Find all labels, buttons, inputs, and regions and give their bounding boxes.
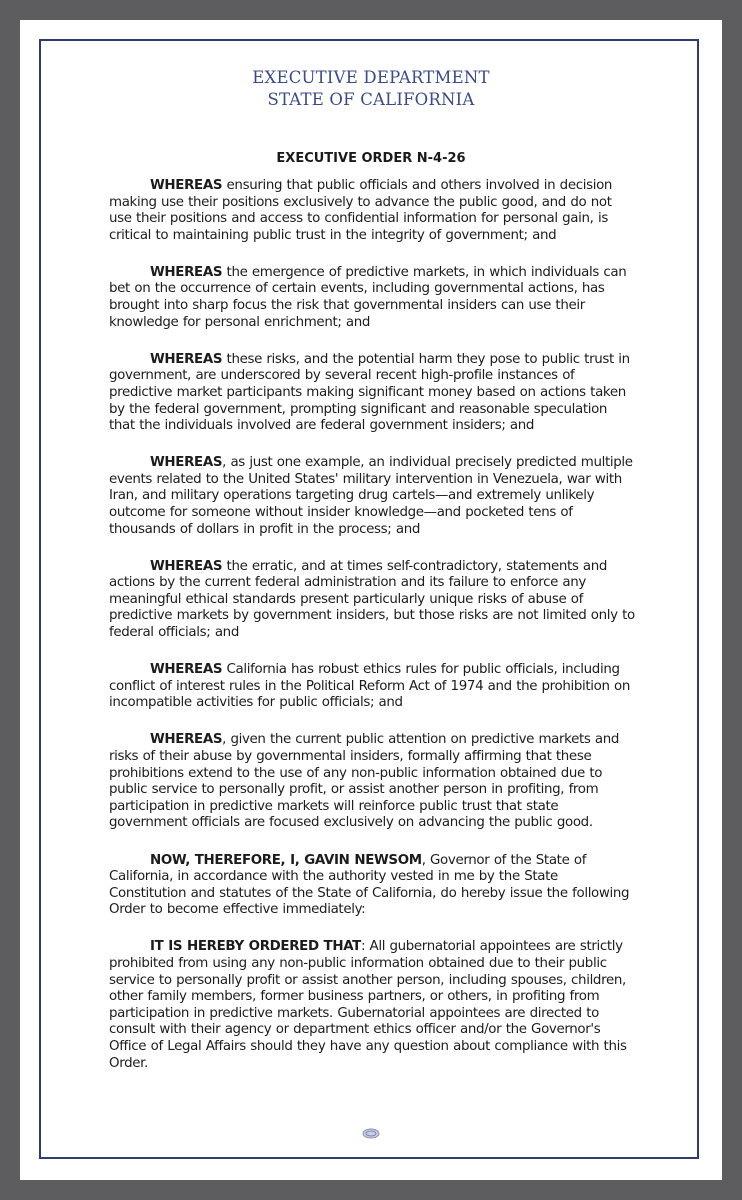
paragraph-text: these risks, and the potential harm they pose to public trust in government, are underscored by several recent high-profile instances of predictive market participants making significant money based on actions taken by the federal government, prompting significant and reasonable speculation that the individuals involved are federal government insiders; and [109, 351, 630, 434]
paragraph-lead: WHEREAS [150, 732, 223, 748]
paragraph-text: , Governor of the State of California, in accordance with the authority vested in me by the State Constitution and statutes of the State of California, do hereby issue the following Order to become effective immediately: [109, 852, 630, 918]
document-page [20, 20, 722, 1180]
paragraph-text: , given the current public attention on predictive markets and risks of their abuse by governmental insiders, formally affirming that these prohibitions extend to the use of any non-public information obtained due to public service to personally profit, or assist another person in profiting, from participation in predictive markets will reinforce public trust that state government officials are focused exclusively on advancing the public good. [109, 732, 620, 831]
paragraph [109, 178, 637, 244]
paragraph [109, 732, 637, 832]
paragraph [109, 265, 637, 331]
paragraph-lead: WHEREAS [150, 178, 223, 193]
letterhead-state: STATE OF CALIFORNIA [267, 90, 475, 109]
order-body [109, 178, 637, 1093]
paragraph-text: the emergence of predictive markets, in which individuals can bet on the occurrence of certain events, including governmental actions, has brought into sharp focus the risk that governmental insiders can use their knowledge for personal enrichment; and [109, 264, 627, 330]
paragraph-lead: WHEREAS [150, 351, 223, 367]
paragraph-text: , as just one example, an individual precisely predicted multiple events related to the United States' military intervention in Venezuela, war with Iran, and military operations targeting drug cartels—and extremely unlikely outcome for someone without insider knowledge—and pocketed tens of thousands of dollars in profit in the process; and [109, 455, 633, 537]
paragraph [109, 559, 637, 642]
letterhead-department: EXECUTIVE DEPARTMENT [252, 68, 490, 87]
letterhead [20, 67, 722, 111]
paragraph [109, 662, 637, 712]
paragraph-lead: WHEREAS [150, 558, 223, 574]
paragraph [109, 352, 637, 435]
order-title: EXECUTIVE ORDER N-4-26 [276, 151, 466, 166]
paragraph-lead: NOW, THEREFORE, I, GAVIN NEWSOM [150, 852, 422, 868]
paragraph-text: ensuring that public officials and others involved in decision making use their positions exclusively to advance the public good, and do not use their positions and access to confidential information for personal gain, is critical to maintaining public trust in the integrity of government; and [109, 178, 613, 243]
paragraph-lead: WHEREAS [150, 455, 223, 471]
state-seal-icon [362, 1128, 380, 1139]
paragraph-text: : All gubernatorial appointees are strictly prohibited from using any non-public information obtained due to their public service to personally profit or assist another person, including spouses, children, other family members, former business partners, or others, in profiting from participation in predictive markets. Gubernatorial appointees are directed to consult with their agency or department ethics officer and/or the Governor's Office of Legal Affairs should they have any question about compliance with this Order. [109, 939, 627, 1071]
paragraph-lead: WHEREAS [150, 264, 223, 280]
paragraph-text: California has robust ethics rules for public officials, including conflict of interest rules in the Political Reform Act of 1974 and the prohibition on incompatible activities for public officials; and [109, 662, 631, 711]
paragraph-text: the erratic, and at times self-contradictory, statements and actions by the current federal administration and its failure to enforce any meaningful ethical standards present particularly unique risks of abuse of predictive markets by government insiders, but those risks are not limited only to federal officials; and [109, 558, 635, 641]
paragraph [109, 939, 637, 1072]
paragraph-lead: IT IS HEREBY ORDERED THAT [150, 939, 361, 955]
paragraph-lead: WHEREAS [150, 662, 223, 678]
paragraph [109, 455, 637, 538]
paragraph [109, 853, 637, 919]
